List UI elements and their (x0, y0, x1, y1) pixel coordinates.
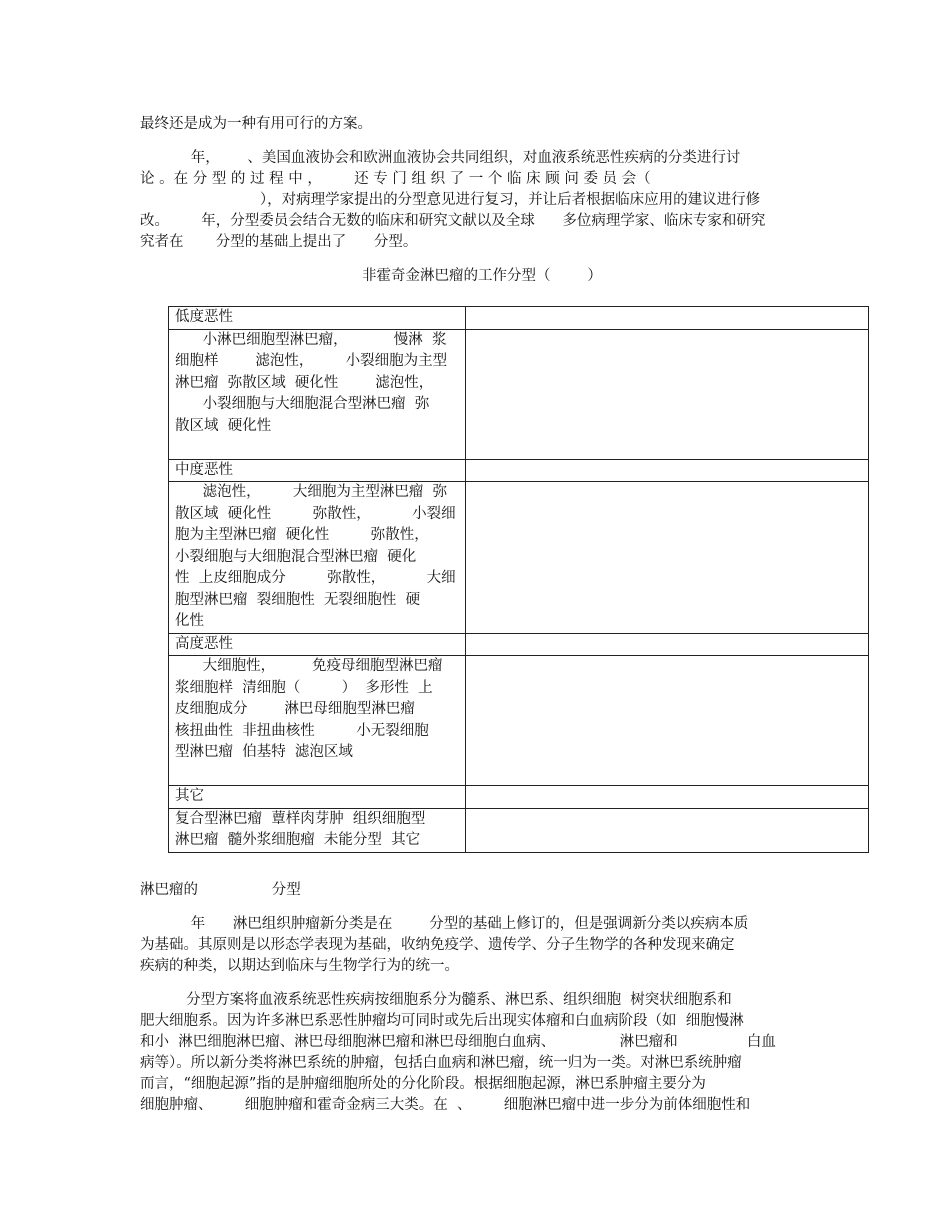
table-cell-right (466, 482, 869, 634)
table-category-row (169, 459, 869, 482)
para2-line-3: ），对病理学家提出的分型意见进行复习，并让后者根据临床应用的建议进行修 (140, 192, 761, 208)
category-label: 其它 (169, 786, 466, 809)
para3-line-3: 疾病的种类，以期达到临床与生物学行为的统一。 (140, 958, 459, 974)
table-cell-left: 大细胞性， 免疫母细胞型淋巴瘤 浆细胞样 清细胞（ ） 多形性 上 皮细胞成分 淋巴母细胞型淋巴瘤 核扭曲性 非扭曲核性 小无裂细胞 型淋巴瘤 伯基特 滤泡区域 (169, 656, 466, 786)
table-category-row (169, 633, 869, 656)
table-cell-right (466, 656, 869, 786)
para4-line-1: 分型方案将血液系统恶性疾病按细胞系分为髓系、淋巴系、组织细胞 树突状细胞系和 (140, 992, 732, 1008)
category-label: 高度恶性 (169, 633, 466, 656)
table-row (169, 656, 869, 786)
table-cell-right (466, 459, 869, 482)
table-cell-right (466, 786, 869, 809)
section-heading: 淋巴瘤的 分型 (140, 882, 301, 898)
table-cell-right (466, 329, 869, 459)
para4-line-4: 病等）。所以新分类将淋巴系统的肿瘤，包括白血病和淋巴瘤，统一归为一类。对淋巴系统肿瘤 (140, 1055, 742, 1071)
para4-line-2: 肥大细胞系。因为许多淋巴系恶性肿瘤均可同时或先后出现实体瘤和白血病阶段（如 细胞慢淋 (140, 1013, 744, 1029)
table-cell-right (466, 633, 869, 656)
table-cell-left: 小淋巴细胞型淋巴瘤， 慢淋 浆 细胞样 滤泡性， 小裂细胞为主型 淋巴瘤 弥散区域 硬化性 滤泡性， 小裂细胞与大细胞混合型淋巴瘤 弥 散区域 硬化性 (169, 329, 466, 459)
para2-line-4: 改。 年，分型委员会结合无数的临床和研究文献以及全球 多位病理学家、临床专家和研究 (140, 213, 766, 229)
category-label: 中度恶性 (169, 459, 466, 482)
table-row (169, 329, 869, 459)
para3-line-2: 为基础。其原则是以形态学表现为基础，收纳免疫学、遗传学、分子生物学的各种发现来确定 (140, 937, 735, 953)
category-label: 低度恶性 (169, 307, 466, 330)
table-cell-left: 滤泡性， 大细胞为主型淋巴瘤 弥 散区域 硬化性 弥散性， 小裂细 胞为主型淋巴瘤 硬化性 弥散性， 小裂细胞与大细胞混合型淋巴瘤 硬化 性 上皮细胞成分 弥散性， 大细 胞型淋巴瘤 裂细胞性 无裂细胞性 硬 化性 (169, 482, 466, 634)
table-caption: 非霍奇金淋巴瘤的工作分型（ ） (362, 268, 602, 284)
table-cell-right (466, 808, 869, 852)
table-row (169, 482, 869, 634)
table-category-row (169, 307, 869, 330)
table-category-row (169, 786, 869, 809)
para4-line-5: 而言，“细胞起源”指的是肿瘤细胞所处的分化阶段。根据细胞起源，淋巴系肿瘤主要分为 (140, 1076, 706, 1092)
table-cell-left: 复合型淋巴瘤 蕈样肉芽肿 组织细胞型 淋巴瘤 髓外浆细胞瘤 未能分型 其它 (169, 808, 466, 852)
para4-line-6: 细胞肿瘤、 细胞肿瘤和霍奇金病三大类。在 、 细胞淋巴瘤中进一步分为前体细胞性和 (140, 1097, 751, 1113)
table-row (169, 808, 869, 852)
para2-line-5: 究者在 分型的基础上提出了 分型。 (140, 234, 418, 250)
table-cell-right (466, 307, 869, 330)
para2-line-2: 论 。在 分 型 的 过 程 中 ， 还 专 门 组 织 了 一 个 临 床 顾 问 委 员 会（ (140, 171, 651, 187)
para3-line-1: 年 淋巴组织肿瘤新分类是在 分型的基础上修订的，但是强调新分类以疾病本质 (140, 916, 749, 932)
para4-line-3: 和小 淋巴细胞淋巴瘤、淋巴母细胞淋巴瘤和淋巴母细胞白血病、 淋巴瘤和 白血 (140, 1034, 776, 1050)
para2-line-1: 年， 、美国血液协会和欧洲血液协会共同组织，对血液系统恶性疾病的分类进行讨 (140, 150, 741, 166)
working-formulation-table (168, 306, 869, 853)
para1-line-1: 最终还是成为一种有用可行的方案。 (140, 116, 372, 132)
